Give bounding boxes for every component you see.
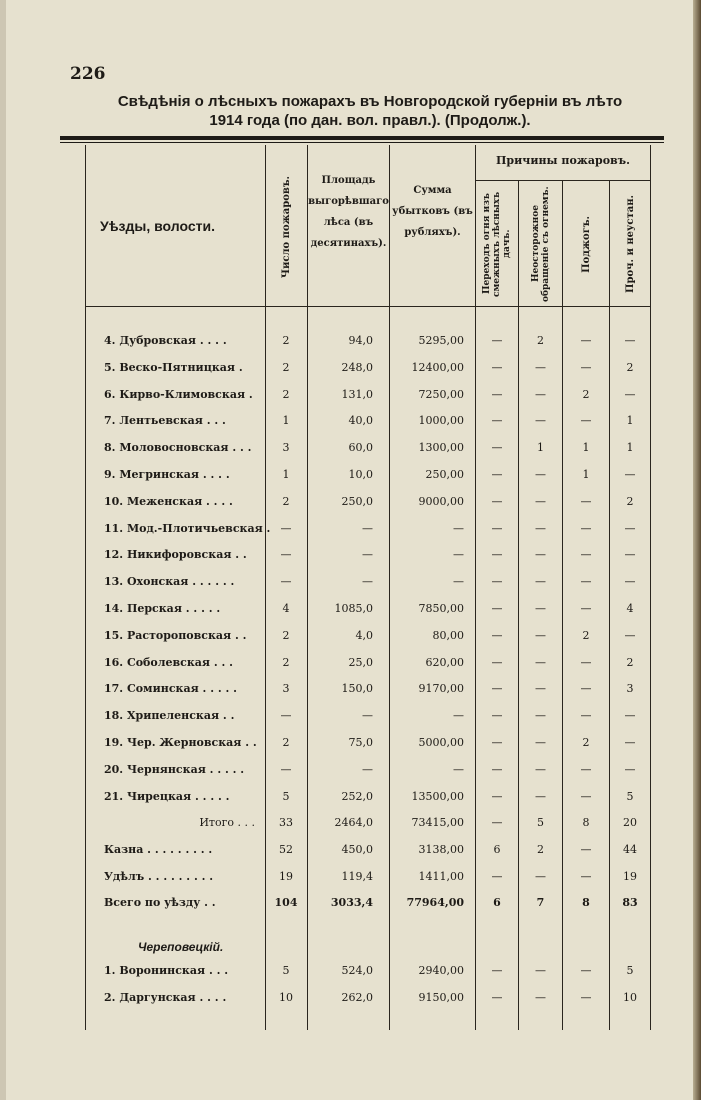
cell-c4: 1	[626, 441, 634, 455]
cell-c2: —	[535, 789, 546, 803]
cell-c2: —	[535, 575, 546, 589]
cell-name: 1. Воронинская . . .	[104, 964, 229, 977]
cell-area: 524,0	[341, 964, 373, 977]
title-line-1: Свѣдѣнія о лѣсныхъ пожарахъ въ Новгородской губерніи въ лѣто	[117, 93, 623, 110]
cell-area: 2464,0	[334, 816, 373, 829]
cell-c1: —	[491, 494, 503, 508]
cell-c1: 6	[493, 842, 501, 856]
cell-area: 10,0	[348, 468, 373, 481]
header-causes: Причины пожаровъ.	[496, 154, 630, 167]
cell-name: Итого . . .	[199, 816, 255, 829]
table-row	[0, 864, 701, 890]
cell-area: 3033,4	[330, 896, 373, 910]
cell-c4: —	[624, 575, 636, 589]
cell-c4: 2	[626, 360, 634, 374]
cell-n: —	[280, 762, 292, 776]
subsection-heading: Череповецкій.	[138, 940, 224, 954]
cell-c1: —	[491, 548, 503, 562]
cell-sum: 9150,00	[418, 990, 464, 1004]
cell-sum: 5000,00	[418, 736, 464, 749]
cell-c3: —	[580, 521, 592, 535]
cell-c1: —	[491, 816, 503, 829]
cell-sum: 250,00	[425, 468, 464, 481]
cell-c1: —	[491, 334, 503, 347]
cell-c4: 19	[623, 869, 637, 883]
cell-c1: —	[491, 628, 503, 642]
cell-n: 2	[282, 655, 290, 669]
header-fires-count: Число пожаровъ.	[281, 175, 292, 279]
cell-sum: 7250,00	[418, 387, 464, 401]
cell-c4: —	[624, 468, 636, 481]
cell-n: 33	[279, 816, 293, 829]
cell-c1: —	[491, 990, 503, 1004]
cell-n: 2	[282, 360, 290, 374]
header-cause4-cell	[610, 184, 650, 304]
cell-c3: 2	[582, 387, 590, 401]
cell-area: 262,0	[341, 990, 373, 1004]
cell-n: 5	[282, 789, 290, 803]
cell-c1: —	[491, 387, 503, 401]
cell-c3: 1	[582, 441, 590, 455]
cell-n: —	[280, 709, 292, 723]
cell-c2: —	[535, 521, 546, 535]
cell-c1: —	[491, 682, 503, 696]
cell-c3: 2	[582, 736, 590, 749]
cell-c2: —	[535, 360, 546, 374]
header-cause2: Неосторожное обращеніе съ огнемъ.	[530, 186, 551, 302]
cell-c1: —	[491, 869, 503, 883]
header-cause3: Поджогъ.	[580, 215, 592, 273]
cell-c3: —	[580, 602, 592, 615]
cell-name: 16. Соболевская . . .	[104, 655, 234, 669]
cell-n: —	[280, 575, 292, 589]
cell-c3: —	[580, 414, 592, 428]
cell-c4: —	[624, 521, 636, 535]
cell-c4: 5	[626, 964, 634, 977]
cell-c3: —	[580, 869, 592, 883]
top-rule-thick	[60, 136, 664, 140]
cell-name: 20. Чернянская . . . . .	[104, 762, 245, 776]
cell-area: 75,0	[348, 736, 373, 749]
cell-c3: 2	[582, 628, 590, 642]
cell-area: 250,0	[341, 494, 373, 508]
table-row	[0, 757, 701, 783]
cell-n: 5	[282, 964, 290, 977]
cell-sum: 12400,00	[411, 360, 464, 374]
table-row	[0, 730, 701, 756]
cell-c4: 3	[626, 682, 634, 696]
cell-area: 25,0	[348, 655, 373, 669]
cell-name: 14. Перская . . . . .	[104, 602, 221, 615]
causes-header-rule	[475, 180, 651, 181]
cell-c4: —	[624, 387, 636, 401]
cell-c4: —	[624, 548, 636, 562]
header-cause3-cell	[563, 184, 609, 304]
cell-n: 4	[282, 602, 290, 615]
header-sum: Сумма убытковъ (въ рубляхъ).	[392, 185, 473, 238]
cell-c2: —	[535, 602, 546, 615]
cell-c3: —	[580, 842, 592, 856]
cell-name: 11. Мод.-Плотичьевская .	[104, 521, 271, 535]
cell-c3: —	[580, 964, 592, 977]
cell-c4: 1	[626, 414, 634, 428]
cell-sum: 5295,00	[418, 334, 464, 347]
cell-name: Удѣлъ . . . . . . . . .	[104, 869, 214, 883]
cell-c1: —	[491, 575, 503, 589]
cell-c1: —	[491, 964, 503, 977]
cell-n: 1	[282, 468, 290, 481]
cell-c3: —	[580, 360, 592, 374]
cell-c1: —	[491, 521, 503, 535]
cell-sum: —	[453, 709, 464, 723]
cell-c4: —	[624, 736, 636, 749]
table-row	[0, 650, 701, 676]
cell-area: 248,0	[341, 360, 373, 374]
cell-c2: —	[535, 964, 546, 977]
cell-sum: —	[453, 575, 464, 589]
cell-c1: —	[491, 414, 503, 428]
cell-n: 3	[282, 682, 290, 696]
cell-sum: 2940,00	[418, 964, 464, 977]
header-fires-count-cell	[266, 150, 307, 304]
cell-c3: —	[580, 575, 592, 589]
cell-name: 8. Моловосновская . . .	[104, 441, 252, 455]
cell-c3: —	[580, 548, 592, 562]
cell-c4: 10	[623, 990, 637, 1004]
cell-c4: —	[624, 709, 636, 723]
table-row	[0, 569, 701, 595]
cell-c2: —	[535, 655, 546, 669]
title-line-2: 1914 года (по дан. вол. правл.). (Продолж.).	[209, 112, 531, 129]
cell-c2: —	[535, 414, 546, 428]
cell-n: 2	[282, 736, 290, 749]
cell-sum: —	[453, 521, 464, 535]
table-row	[0, 382, 701, 408]
cell-name: 17. Соминская . . . . .	[104, 682, 238, 696]
cell-c2: 2	[537, 842, 544, 856]
cell-name: 5. Веско-Пятницкая .	[104, 360, 243, 374]
cell-c4: 2	[626, 655, 634, 669]
page-title	[58, 92, 682, 130]
cell-c4: 83	[622, 896, 638, 910]
cell-c2: —	[535, 682, 546, 696]
cell-c2: —	[535, 387, 546, 401]
table-row	[0, 676, 701, 702]
cell-name: 6. Кирво-Климовская .	[104, 387, 253, 401]
header-bottom-rule	[85, 306, 651, 307]
table-row	[0, 985, 701, 1011]
table-row	[0, 958, 701, 984]
cell-area: —	[362, 521, 373, 535]
cell-c4: 2	[626, 494, 634, 508]
cell-sum: 73415,00	[411, 816, 464, 829]
top-rule-thin	[60, 142, 664, 143]
cell-c2: —	[535, 990, 546, 1004]
cell-c1: —	[491, 736, 503, 749]
cell-c3: —	[580, 762, 592, 776]
cell-c3: 1	[582, 468, 590, 481]
cell-area: 4,0	[355, 628, 373, 642]
cell-area: 131,0	[341, 387, 373, 401]
table-row	[0, 703, 701, 729]
cell-c2: 2	[537, 334, 544, 347]
cell-sum: 9000,00	[418, 494, 464, 508]
page-number: 226	[70, 64, 106, 84]
cell-name: 15. Растороповская . .	[104, 628, 247, 642]
cell-sum: 7850,00	[418, 602, 464, 615]
cell-c3: 8	[582, 816, 590, 829]
cell-area: 40,0	[348, 414, 373, 428]
cell-c4: —	[624, 762, 636, 776]
cell-sum: 1000,00	[418, 414, 464, 428]
cell-n: 2	[282, 628, 290, 642]
table-row	[0, 328, 701, 354]
cell-c3: —	[580, 709, 592, 723]
cell-n: 3	[282, 441, 290, 455]
table-row	[0, 596, 701, 622]
cell-name: 19. Чер. Жерновская . .	[104, 736, 257, 749]
cell-area: —	[362, 709, 373, 723]
table-row	[0, 784, 701, 810]
cell-n: 104	[274, 896, 298, 910]
table-row	[0, 516, 701, 542]
table-row	[0, 810, 701, 836]
table-row	[0, 408, 701, 434]
cell-c2: —	[535, 709, 546, 723]
cell-c1: —	[491, 789, 503, 803]
header-area: Площадь выгорѣвшаго лѣса (въ десятинахъ).	[308, 175, 389, 249]
table-row	[0, 890, 701, 916]
cell-n: 52	[279, 842, 293, 856]
header-cause1-cell	[476, 184, 518, 304]
cell-area: 119,4	[341, 869, 373, 883]
cell-area: —	[362, 762, 373, 776]
cell-sum: —	[453, 762, 464, 776]
cell-c3: 8	[582, 896, 590, 910]
cell-area: 60,0	[348, 441, 373, 455]
cell-name: 21. Чирецкая . . . . .	[104, 789, 230, 803]
cell-n: —	[280, 548, 292, 562]
header-cause4: Проч. и неустан.	[624, 195, 636, 293]
cell-c1: —	[491, 709, 503, 723]
cell-c3: —	[580, 682, 592, 696]
cell-sum: 9170,00	[418, 682, 464, 696]
cell-name: 7. Лентьевская . . .	[104, 414, 226, 428]
cell-area: 150,0	[341, 682, 373, 696]
cell-c2: —	[535, 628, 546, 642]
cell-sum: 620,00	[425, 655, 464, 669]
cell-sum: 80,00	[432, 628, 464, 642]
cell-c3: —	[580, 789, 592, 803]
cell-sum: 77964,00	[406, 896, 464, 910]
cell-c4: 4	[626, 602, 634, 615]
cell-name: 12. Никифоровская . .	[104, 548, 247, 562]
cell-n: 10	[279, 990, 293, 1004]
cell-area: —	[362, 575, 373, 589]
cell-sum: 13500,00	[411, 789, 464, 803]
cell-area: —	[362, 548, 373, 562]
cell-sum: 3138,00	[418, 842, 464, 856]
cell-c2: —	[535, 548, 546, 562]
cell-c1: —	[491, 602, 503, 615]
header-cause1: Переходъ огня изъ смежныхъ лѣсныхъ дачъ.	[482, 191, 512, 297]
table-row	[0, 435, 701, 461]
cell-c3: —	[580, 990, 592, 1004]
cell-c2: —	[535, 869, 546, 883]
cell-n: 1	[282, 414, 290, 428]
cell-name: 18. Хрипеленская . .	[104, 709, 235, 723]
cell-name: 10. Меженская . . . .	[104, 494, 233, 508]
cell-area: 252,0	[341, 789, 373, 803]
cell-name: 13. Охонская . . . . . .	[104, 575, 235, 589]
table-row	[0, 462, 701, 488]
table-row	[0, 355, 701, 381]
cell-sum: —	[453, 548, 464, 562]
cell-c1: —	[491, 441, 503, 455]
cell-c4: 44	[623, 842, 637, 856]
table-row	[0, 489, 701, 515]
cell-area: 450,0	[341, 842, 373, 856]
cell-n: 2	[282, 334, 290, 347]
cell-name: Казна . . . . . . . . .	[104, 842, 213, 856]
table-row	[0, 542, 701, 568]
cell-c4: —	[624, 334, 636, 347]
cell-area: 94,0	[348, 334, 373, 347]
cell-c2: 1	[537, 441, 544, 455]
cell-c3: —	[580, 655, 592, 669]
header-cause2-cell	[519, 184, 562, 304]
cell-name: 4. Дубровская . . . .	[104, 334, 227, 347]
cell-name: 2. Даргунская . . . .	[104, 990, 227, 1004]
cell-name: Всего по уѣзду . .	[104, 896, 216, 910]
cell-n: —	[280, 521, 292, 535]
header-district: Уѣзды, волости.	[100, 218, 215, 234]
cell-c2: 5	[537, 816, 544, 829]
cell-c3: —	[580, 334, 592, 347]
cell-area: 1085,0	[334, 602, 373, 615]
cell-sum: 1300,00	[418, 441, 464, 455]
cell-c4: —	[624, 628, 636, 642]
cell-c2: —	[535, 468, 546, 481]
cell-sum: 1411,00	[418, 869, 464, 883]
cell-c1: —	[491, 762, 503, 776]
cell-c2: —	[535, 762, 546, 776]
cell-c1: —	[491, 655, 503, 669]
cell-c4: 5	[626, 789, 634, 803]
cell-n: 2	[282, 387, 290, 401]
cell-n: 19	[279, 869, 293, 883]
cell-c2: —	[535, 494, 546, 508]
cell-n: 2	[282, 494, 290, 508]
table-row	[0, 837, 701, 863]
cell-c3: —	[580, 494, 592, 508]
table-row	[0, 623, 701, 649]
cell-name: 9. Мегринская . . . .	[104, 468, 230, 481]
cell-c1: —	[491, 360, 503, 374]
cell-c1: 6	[493, 896, 501, 910]
cell-c4: 20	[623, 816, 637, 829]
cell-c1: —	[491, 468, 503, 481]
cell-c2: —	[535, 736, 546, 749]
cell-c2: 7	[536, 896, 545, 910]
